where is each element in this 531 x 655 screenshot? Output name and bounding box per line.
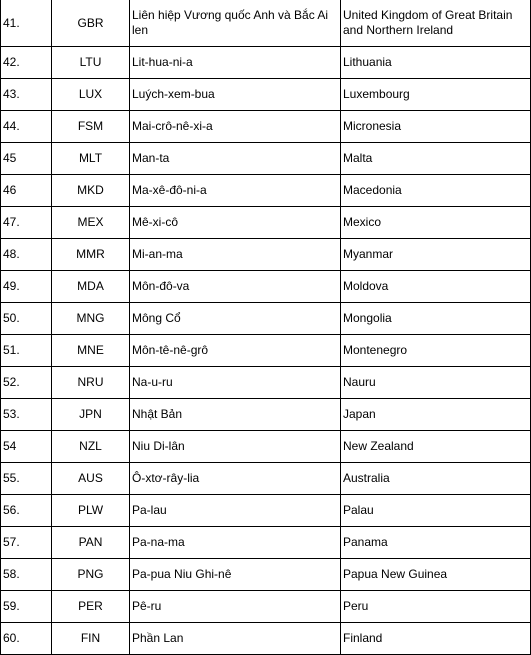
english-name: Papua New Guinea	[341, 559, 531, 591]
vietnamese-name: Môn-đô-va	[130, 271, 341, 303]
country-code: MMR	[52, 239, 130, 271]
english-name: Lithuania	[341, 47, 531, 79]
table-row	[1, 559, 531, 591]
vietnamese-name: Mông Cổ	[130, 303, 341, 335]
row-number: 43.	[1, 79, 52, 111]
row-number: 48.	[1, 239, 52, 271]
table-row	[1, 79, 531, 111]
vietnamese-name: Pa-lau	[130, 495, 341, 527]
country-code: MDA	[52, 271, 130, 303]
table-row	[1, 111, 531, 143]
row-number: 57.	[1, 527, 52, 559]
english-name: Australia	[341, 463, 531, 495]
table-row	[1, 143, 531, 175]
vietnamese-name: Luých-xem-bua	[130, 79, 341, 111]
table-row	[1, 463, 531, 495]
english-name: Mongolia	[341, 303, 531, 335]
english-name: New Zealand	[341, 431, 531, 463]
row-number: 55.	[1, 463, 52, 495]
table-row	[1, 303, 531, 335]
table-row	[1, 335, 531, 367]
country-code: MNE	[52, 335, 130, 367]
english-name: Luxembourg	[341, 79, 531, 111]
english-name: Macedonia	[341, 175, 531, 207]
country-code: MKD	[52, 175, 130, 207]
vietnamese-name: Pa-na-ma	[130, 527, 341, 559]
vietnamese-name: Pê-ru	[130, 591, 341, 623]
country-code: LTU	[52, 47, 130, 79]
table-row	[1, 207, 531, 239]
row-number: 51.	[1, 335, 52, 367]
country-code: MNG	[52, 303, 130, 335]
country-code: JPN	[52, 399, 130, 431]
table-row	[1, 175, 531, 207]
row-number: 42.	[1, 47, 52, 79]
vietnamese-name: Phần Lan	[130, 623, 341, 655]
table-row	[1, 431, 531, 463]
table-row	[1, 591, 531, 623]
table-row	[1, 239, 531, 271]
row-number: 53.	[1, 399, 52, 431]
vietnamese-name: Môn-tê-nê-grô	[130, 335, 341, 367]
row-number: 44.	[1, 111, 52, 143]
vietnamese-name: Niu Di-lân	[130, 431, 341, 463]
english-name: Japan	[341, 399, 531, 431]
english-name: Moldova	[341, 271, 531, 303]
vietnamese-name: Ma-xê-đô-ni-a	[130, 175, 341, 207]
row-number: 59.	[1, 591, 52, 623]
row-number: 56.	[1, 495, 52, 527]
row-number: 50.	[1, 303, 52, 335]
row-number: 45	[1, 143, 52, 175]
row-number: 54	[1, 431, 52, 463]
row-number: 52.	[1, 367, 52, 399]
country-code: LUX	[52, 79, 130, 111]
vietnamese-name: Mi-an-ma	[130, 239, 341, 271]
country-code: NZL	[52, 431, 130, 463]
country-code: PLW	[52, 495, 130, 527]
english-name: Nauru	[341, 367, 531, 399]
country-code: PER	[52, 591, 130, 623]
vietnamese-name: Man-ta	[130, 143, 341, 175]
vietnamese-name: Liên hiệp Vương quốc Anh và Bắc Ai len	[130, 0, 341, 47]
country-code: FSM	[52, 111, 130, 143]
english-name: Mexico	[341, 207, 531, 239]
country-code: MEX	[52, 207, 130, 239]
vietnamese-name: Pa-pua Niu Ghi-nê	[130, 559, 341, 591]
country-code: FIN	[52, 623, 130, 655]
vietnamese-name: Nhật Bản	[130, 399, 341, 431]
country-table-body	[1, 0, 531, 655]
table-row	[1, 271, 531, 303]
row-number: 46	[1, 175, 52, 207]
row-number: 49.	[1, 271, 52, 303]
vietnamese-name: Ô-xtơ-rây-lia	[130, 463, 341, 495]
vietnamese-name: Na-u-ru	[130, 367, 341, 399]
english-name: Finland	[341, 623, 531, 655]
vietnamese-name: Lit-hua-ni-a	[130, 47, 341, 79]
row-number: 58.	[1, 559, 52, 591]
row-number: 47.	[1, 207, 52, 239]
country-code: GBR	[52, 0, 130, 47]
table-row	[1, 527, 531, 559]
table-row	[1, 623, 531, 655]
english-name: Micronesia	[341, 111, 531, 143]
english-name: Palau	[341, 495, 531, 527]
english-name: Montenegro	[341, 335, 531, 367]
table-row	[1, 399, 531, 431]
english-name: Panama	[341, 527, 531, 559]
country-code: PNG	[52, 559, 130, 591]
country-code: PAN	[52, 527, 130, 559]
vietnamese-name: Mai-crô-nê-xi-a	[130, 111, 341, 143]
table-row	[1, 47, 531, 79]
table-row	[1, 0, 531, 47]
table-row	[1, 367, 531, 399]
row-number: 41.	[1, 0, 52, 47]
english-name: United Kingdom of Great Britain and Northern Ireland	[341, 0, 531, 47]
country-code: MLT	[52, 143, 130, 175]
english-name: Malta	[341, 143, 531, 175]
vietnamese-name: Mê-xi-cô	[130, 207, 341, 239]
country-code: AUS	[52, 463, 130, 495]
row-number: 60.	[1, 623, 52, 655]
english-name: Myanmar	[341, 239, 531, 271]
table-row	[1, 495, 531, 527]
country-code: NRU	[52, 367, 130, 399]
english-name: Peru	[341, 591, 531, 623]
